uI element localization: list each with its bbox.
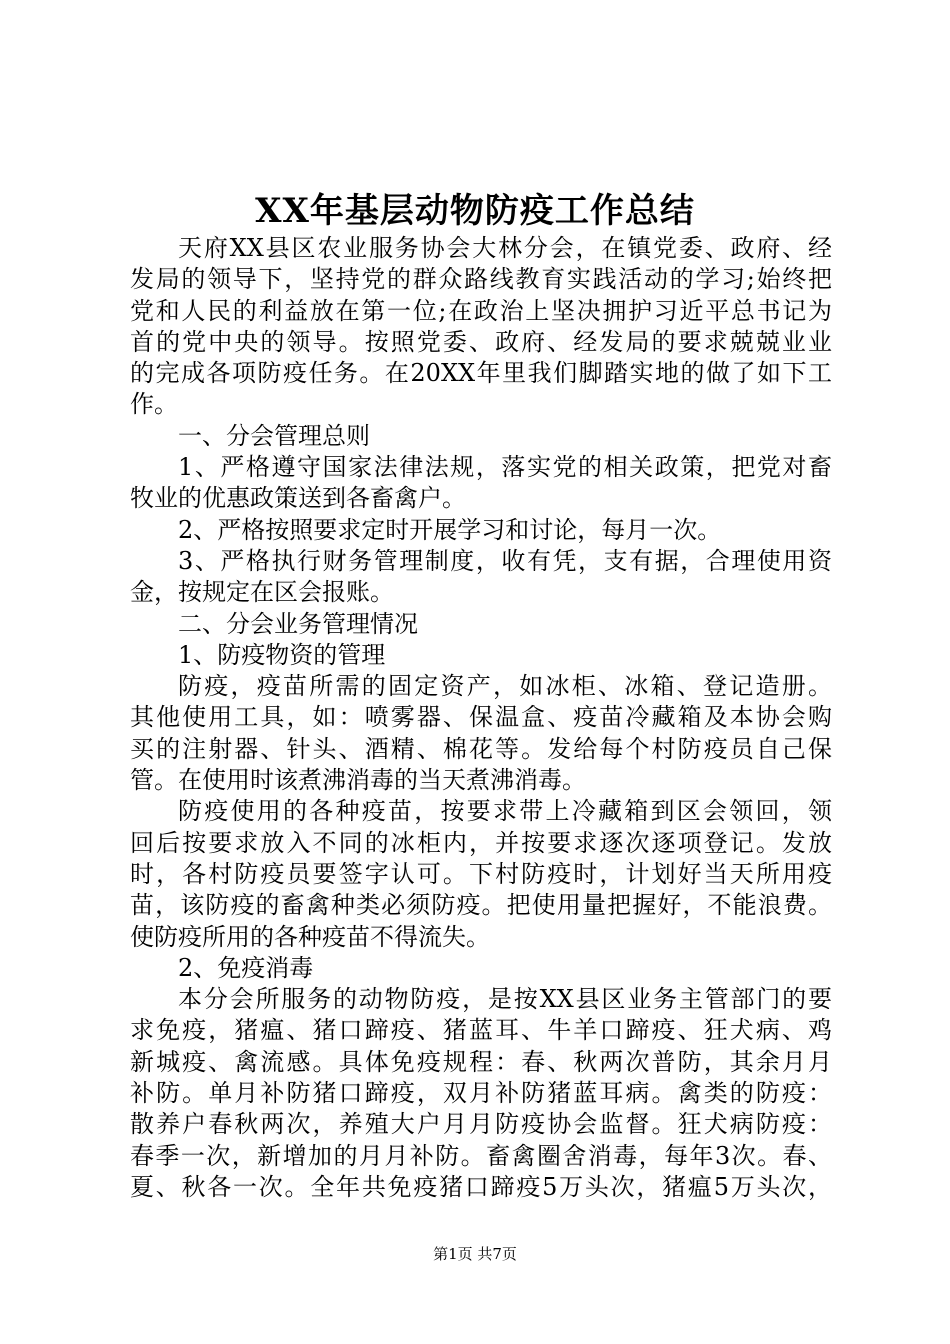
text-line: 天府XX县区农业服务协会大林分会，在镇党委、政府、经 [178, 234, 832, 262]
text-line: 使防疫所用的各种疫苗不得流失。 [130, 922, 490, 951]
text-line: 本分会所服务的动物防疫，是按XX县区业务主管部门的要 [178, 985, 832, 1014]
text-line: 一、分会管理总则 [178, 421, 370, 450]
text-line: 夏、秋各一次。全年共免疫猪口蹄疫5万头次，猪瘟5万头次， [130, 1172, 832, 1201]
text-line: 买的注射器、针头、酒精、棉花等。发给每个村防疫员自己保 [130, 734, 832, 763]
text-line: 发局的领导下，坚持党的群众路线教育实践活动的学习;始终把 [130, 265, 832, 294]
page-footer: 第1页 共7页 [433, 1245, 517, 1263]
text-line: 新城疫、禽流感。具体免疫规程：春、秋两次普防，其余月月 [130, 1047, 832, 1076]
text-line: 3、严格执行财务管理制度，收有凭，支有据，合理使用资 [178, 546, 832, 575]
text-line: 散养户春秋两次，养殖大户月月防疫协会监督。狂犬病防疫： [130, 1110, 832, 1139]
text-line: 党和人民的利益放在第一位;在政治上坚决拥护习近平总书记为 [130, 296, 832, 325]
text-line: 作。 [130, 390, 178, 419]
document-body [130, 233, 832, 1203]
text-line: 的完成各项防疫任务。在20XX年里我们脚踏实地的做了如下工 [130, 359, 832, 388]
text-line: 防疫使用的各种疫苗，按要求带上冷藏箱到区会领回，领 [178, 797, 832, 826]
text-line: 牧业的优惠政策送到各畜禽户。 [130, 484, 466, 513]
text-line: 1、防疫物资的管理 [178, 640, 386, 669]
text-line: 时，各村防疫员要签字认可。下村防疫时，计划好当天所用疫 [130, 859, 832, 888]
text-line: 春季一次，新增加的月月补防。畜禽圈舍消毒，每年3次。春、 [130, 1141, 832, 1170]
text-line: 金，按规定在区会报账。 [130, 578, 394, 607]
text-line: 管。在使用时该煮沸消毒的当天煮沸消毒。 [130, 766, 586, 795]
text-line: 二、分会业务管理情况 [178, 609, 418, 638]
text-line: 补防。单月补防猪口蹄疫，双月补防猪蓝耳病。禽类的防疫： [130, 1079, 832, 1108]
text-line: 其他使用工具，如：喷雾器、保温盒、疫苗冷藏箱及本协会购 [130, 703, 832, 732]
text-line: 1、严格遵守国家法律法规，落实党的相关政策，把党对畜 [178, 453, 832, 482]
text-line: 防疫，疫苗所需的固定资产，如冰柜、冰箱、登记造册。 [178, 672, 832, 701]
text-line: 回后按要求放入不同的冰柜内，并按要求逐次逐项登记。发放 [130, 828, 832, 857]
text-line: 求免疫，猪瘟、猪口蹄疫、猪蓝耳、牛羊口蹄疫、狂犬病、鸡 [130, 1016, 832, 1045]
text-line: 2、免疫消毒 [178, 953, 314, 982]
text-line: 首的党中央的领导。按照党委、政府、经发局的要求兢兢业业 [130, 327, 832, 356]
document-title: XX年基层动物防疫工作总结 [255, 191, 695, 231]
text-line: 苗，该防疫的畜禽种类必须防疫。把使用量把握好，不能浪费。 [130, 891, 832, 920]
text-line: 2、严格按照要求定时开展学习和讨论，每月一次。 [178, 515, 722, 544]
